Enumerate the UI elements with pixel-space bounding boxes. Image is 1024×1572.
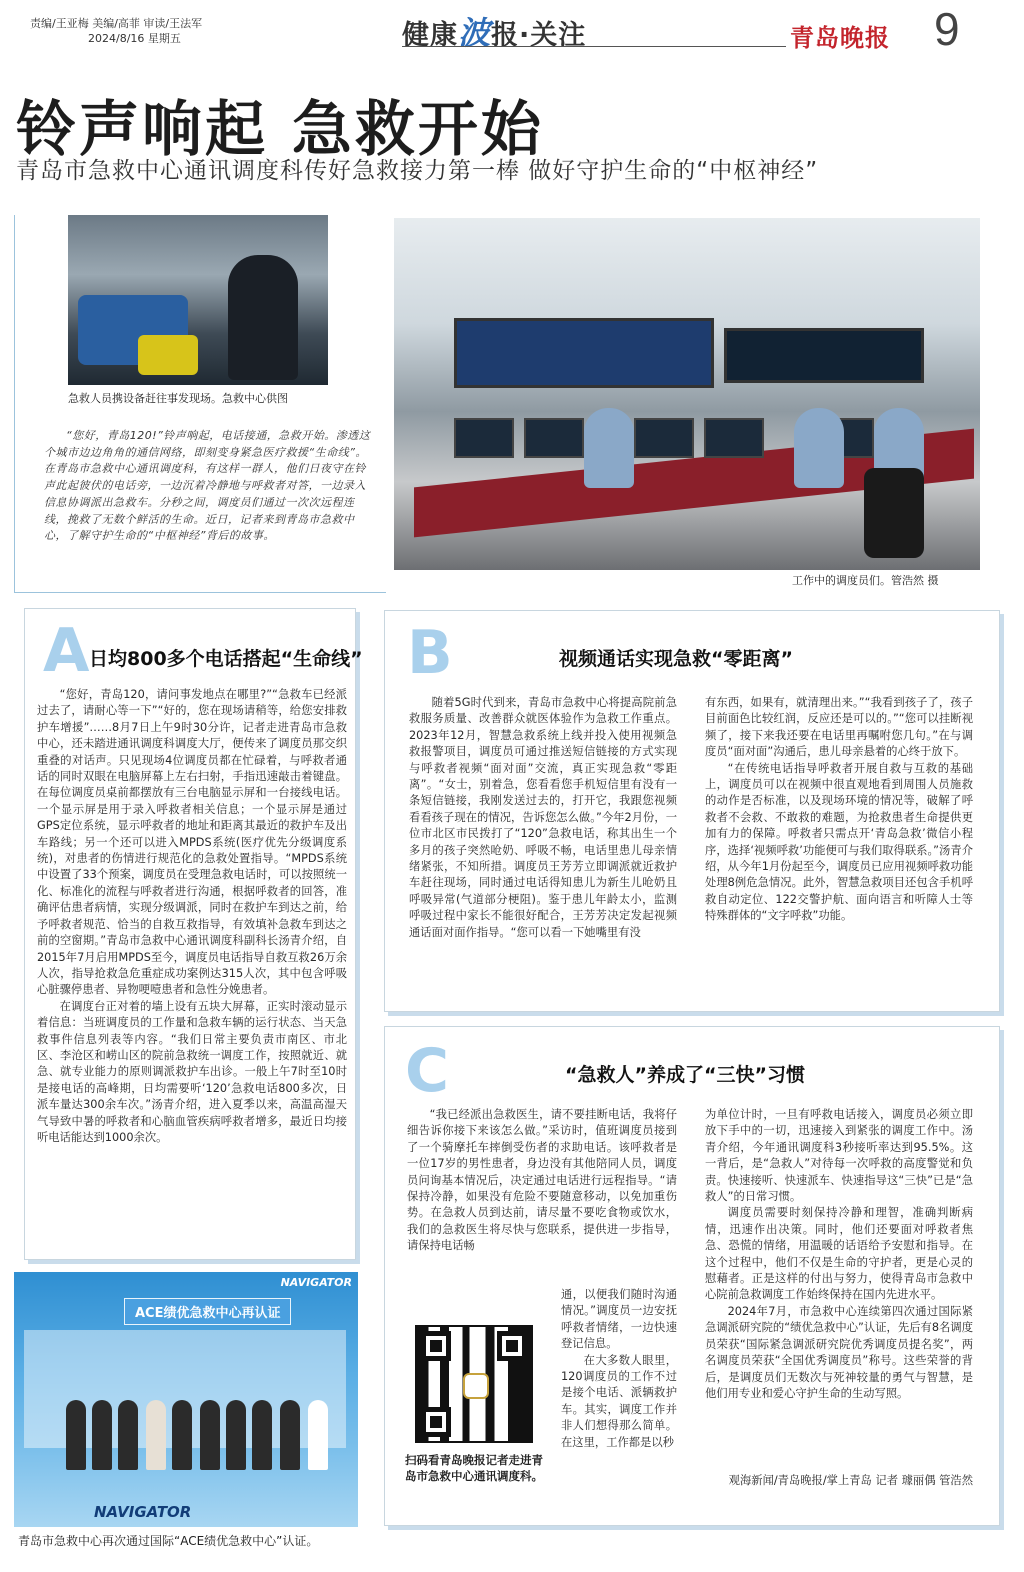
editors: 责编/王亚梅 美编/高菲 审读/王法军 — [30, 17, 203, 30]
section-name: 健康波报·关注 — [402, 14, 587, 52]
section-b-letter: B — [407, 618, 453, 688]
section-c-paragraph: 为单位计时，一旦有呼救电话接入，调度员必须立即放下手中的一切，迅速接入到紧张的调度工作中。汤青介绍，今年通讯调度科3秒接听率达到95.5%。这一背后，是“急救人”对待每一次呼救的高度警觉和负责。快速接听、快速派车、快速指导这“三快”已是“急救人”的日常习惯。 — [705, 1108, 973, 1204]
section-c-paragraph: 调度员需要时刻保持冷静和理智，准确判断病情，迅速作出决策。同时，他们还要面对呼救者焦急、恐慌的情绪，用温暖的话语给予安慰和指导。在这个过程中，他们不仅是生命的守护者，更是心灵的慰藉者。正是这样的付出与努力，使得青岛市急救中心院前急救调度工作始终保持在国内先进水平。 — [705, 1206, 973, 1302]
section-b-panel — [384, 610, 1000, 1012]
section-a-paragraph: “您好，青岛120，请问事发地点在哪里?”“急救车已经派过去了，请耐心等一下”“好的，您在现场请稍等，给您安排救护车增援”……8月7日上午9时30分许，记者走进青岛市急救中心，还未踏进通讯调度科调度大厅，便传来了调度员那交织重叠的对话声。只见现场4位调度员都在忙碌着，与呼救者通话的同时双眼在电脑屏幕上左右扫射，手指迅速敲击着键盘。在每位调度员桌前都摆放有三台电脑显示屏和一台接线电话。一个显示屏是用于录入呼救者相关信息；一个显示屏是通过GPS定位系统，显示呼救者的地址和距离其最近的救护车及出车路线；另一个还可以进入MPDS系统(医疗优先分级调度系统)，对患者的伤情进行规范化的急救处置指导。“MPDS系统中设置了33个预案，调度员在受理急救电话时，可以按照统一化、标准化的流程与呼救者进行沟通，根据呼救者的回答，准确评估患者病情，实现分级调派，同时在救护车到达之前，给予呼救者规范、恰当的自救互救指导，有效填补急救车到达之前的空窗期。”青岛市急救中心通讯调度科副科长汤青介绍，自2015年7月启用MPDS至今，调度员电话指导自救互救26万余人次，指导抢救急危重症成功案例达315人次，其中包含呼吸心脏骤停患者、异物哽噎患者和急性分娩患者。 — [37, 688, 347, 997]
page-number: 9 — [934, 3, 960, 55]
dispatch-photo-caption: 工作中的调度员们。管浩然 摄 — [792, 574, 939, 587]
section-c-column-1 — [407, 1107, 677, 1287]
dispatch-room-photo — [394, 218, 980, 570]
section-b-column-2 — [705, 695, 973, 995]
section-c-paragraph: “我已经派出急救医生，请不要挂断电话，我将仔细告诉你接下来该怎么做。”采访时，值班调度员接到了一个骑摩托车摔倒受伤者的求助电话。该呼救者是一位17岁的男性患者，身边没有其他陪同人员，调度员问询基本情况后，决定通过电话进行远程指导。“请保持冷静，如果没有危险不要随意移动，以免加重伤势。在急救人员到达前，请尽量不要吃食物或饮水，我们的急救医生将尽快与您联系，提供进一步指导，请保持电话畅 — [407, 1108, 677, 1253]
editor-info — [30, 16, 202, 46]
navigator-logo: NAVIGATOR — [280, 1276, 352, 1289]
section-c-column-2 — [705, 1107, 973, 1473]
ambulance-photo-caption: 急救人员携设备赶往事发现场。急救中心供图 — [68, 392, 288, 405]
qr-logo-icon — [463, 1373, 489, 1399]
section-c-letter: C — [405, 1036, 450, 1106]
ambulance-photo — [68, 215, 328, 385]
subheadline: 青岛市急救中心通讯调度科传好急救接力第一棒 做好守护生命的“中枢神经” — [16, 158, 819, 184]
section-c-panel — [384, 1026, 1000, 1526]
cert-banner: ACE绩优急救中心再认证 — [124, 1298, 291, 1325]
section-b-paragraph: 有东西，如果有，就清理出来。”“我看到孩子了，孩子目前面色比较红润，反应还是可以的。”“您可以挂断视频了，接下来我还要在电话里再嘱咐您几句。”在与调度员“面对面”沟通后，患儿母亲悬着的心终于放下。 — [705, 696, 973, 759]
section-a-paragraph: 在调度台正对着的墙上设有五块大屏幕，正实时滚动显示着信息：当班调度员的工作量和急救车辆的运行状态、当天急救事件信息列表等内容。“我们日常主要负责市南区、市北区、李沧区和崂山区的院前急救统一调度工作，按照就近、就急、就专业能力的原则调派救护车出诊。一般上午7时至10时是接电话的高峰期，日均需要听‘120’急救电话800多次，日派车量达300余车次。”汤青介绍，进入夏季以来，高温高湿天气导致中暑的呼救者和心脑血管疾病呼救者增多，最近日均接听电话能达到1000余次。 — [37, 999, 347, 1144]
section-b-paragraph: 随着5G时代到来，青岛市急救中心将提高院前急救服务质量、改善群众就医体验作为急救工作重点。2023年12月，智慧急救系统上线并投入使用视频急救报警项目，调度员可通过推送短信链接的方式实现与呼救者视频“面对面”交流，真正实现急救“零距离”。“女士，别着急，您看看您手机短信里有没有一条短信链接，我刚发送过去的，打开它，我跟您视频看看孩子现在的情况，告诉您怎么做。”今年2月份，一位市北区市民拨打了“120”急救电话，称其出生一个多月的孩子突然呛奶、呼吸不畅，电话里患儿母亲情绪紧张，不知所措。调度员王芳芳立即调派就近救护车赶往现场，同时通过电话得知患儿为新生儿呛奶且呼吸异常(气道部分梗阻)。鉴于患儿年龄太小，监测呼吸过程中家长不能很好配合，王芳芳决定发起视频通话面对面作指导。“您可以看一下她嘴里有没 — [409, 696, 677, 939]
section-c-paragraph: 2024年7月，市急救中心连续第四次通过国际紧急调派研究院的“绩优急救中心”认证，先后有8名调度员荣获“国际紧急调派研究院优秀调度员提名奖”，两名调度员荣获“全国优秀调度员”称号。这些荣誉的背后，是调度员们无数次与死神较量的勇气与智慧，是他们用专业和爱心守护生命的生动写照。 — [705, 1304, 973, 1400]
issue-date: 2024/8/16 星期五 — [88, 32, 181, 45]
byline: 观海新闻/青岛晚报/掌上青岛 记者 璩丽偶 管浩然 — [728, 1474, 973, 1487]
navigator-logo: NAVIGATOR — [94, 1503, 192, 1521]
cert-photo-caption: 青岛市急救中心再次通过国际“ACE绩优急救中心”认证。 — [18, 1534, 319, 1548]
section-c-paragraph: 在大多数人眼里，120调度员的工作不过是接个电话、派辆救护车。其实，调度工作并非人们想得那么简单。在这里，工作都是以秒 — [561, 1353, 677, 1449]
section-c-title: “急救人”养成了“三快”习惯 — [565, 1064, 805, 1086]
section-b-paragraph: “在传统电话指导呼救者开展自救与互救的基础上，调度员可以在视频中很直观地看到周围人员施救的动作是否标准，以及现场环境的情况等，破解了呼救者不会救、不敢救的难题，为抢救患者生命提供更加有力的保障。呼救者只需点开‘青岛急救’微信小程序，选择‘视频呼救’功能便可与我们取得联系。”汤青介绍，从今年1月份起至今，调度员已应用视频呼救功能处理8例危急情况。此外，智慧急救项目还包含手机呼救自动定位、122交警护航、面向语言和听障人士等特殊群体的“文字呼救”功能。 — [705, 761, 973, 923]
section-a-title: 日均800多个电话搭起“生命线” — [89, 648, 363, 670]
section-a-body — [37, 687, 347, 1252]
section-a-panel — [24, 608, 363, 1260]
header-rule — [402, 46, 786, 47]
section-a-letter: A — [43, 616, 90, 686]
section-b-title: 视频通话实现急救“零距离” — [559, 648, 793, 670]
qr-caption: 扫码看青岛晚报记者走进青岛市急救中心通讯调度科。 — [405, 1453, 543, 1483]
ace-certification-photo — [14, 1272, 358, 1527]
headline: 铃声响起 急救开始 — [16, 95, 544, 165]
intro-text: “您好，青岛120!”铃声响起，电话接通，急救开始。渗透这个城市边边角角的通信网络，即刻变身紧急医疗救援“生命线”。在青岛市急救中心通讯调度科，有这样一群人，他们日夜守在铃声此起彼伏的电话旁，一边沉着冷静地与呼救者对答，一边录入信息协调派出急救车。分秒之间，调度员们通过一次次远程连线，挽救了无数个鲜活的生命。近日，记者来到青岛市急救中心，了解守护生命的“中枢神经”背后的故事。 — [44, 429, 371, 543]
section-c-column-1-cont — [561, 1287, 677, 1507]
newspaper-logo: 青岛晚报 — [790, 23, 890, 52]
award-recipients — [66, 1380, 342, 1470]
section-c-paragraph: 通，以便我们随时沟通情况。”调度员一边安抚呼救者情绪，一边快速登记信息。 — [561, 1288, 677, 1351]
section-b-column-1 — [409, 695, 677, 995]
qr-code[interactable] — [415, 1325, 533, 1443]
